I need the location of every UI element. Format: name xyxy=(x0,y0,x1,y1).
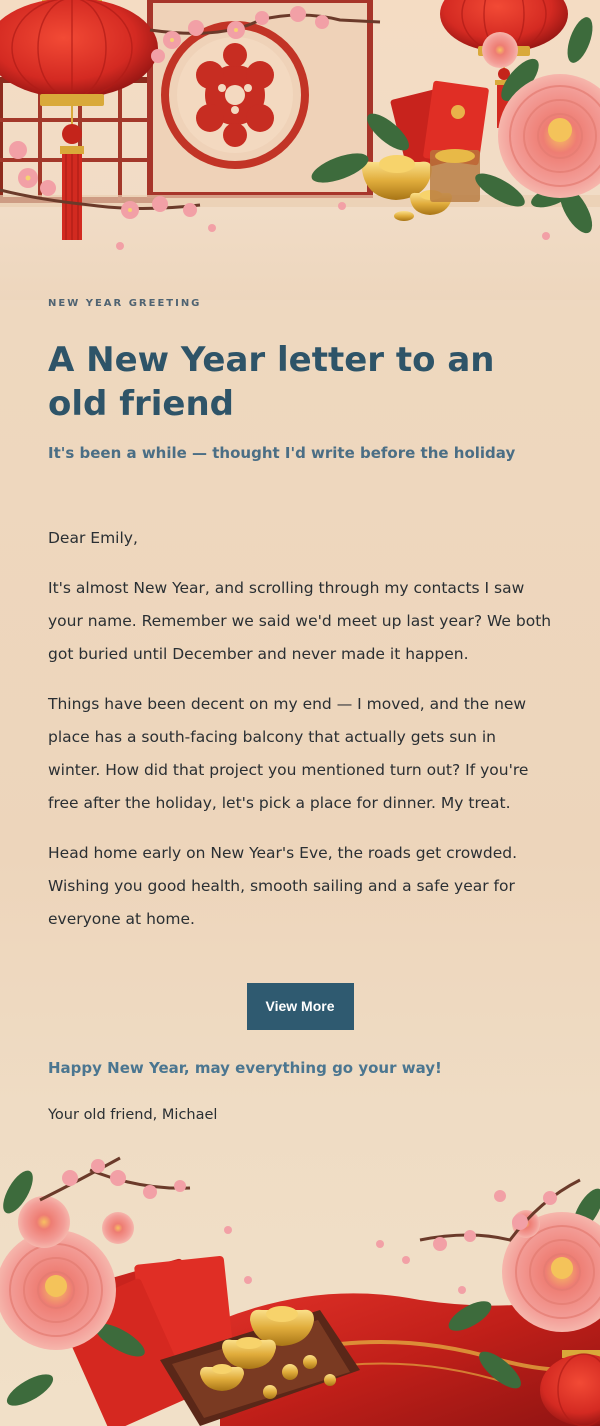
signoff: Your old friend, Michael xyxy=(48,1107,218,1123)
body-paragraph: It's almost New Year, and scrolling through my contacts I saw your name. Remember we said we'd meet up last year? We both got buried until December and never made it happen. xyxy=(48,579,552,663)
page-title: A New Year letter to an old friend xyxy=(48,340,495,424)
letter-body xyxy=(48,522,552,936)
closing-line: Happy New Year, may everything go your way! xyxy=(48,1059,442,1077)
greeting: Dear Emily, xyxy=(48,529,138,547)
body-paragraph: Things have been decent on my end — I moved, and the new place has a south-facing balcony that actually gets sun in winter. How did that project you mentioned turn out? If you're free after the holiday, let's pick a place for dinner. My treat. xyxy=(48,695,529,812)
email-content xyxy=(48,296,552,1126)
cta-container xyxy=(48,983,552,1030)
header-illustration xyxy=(0,0,600,300)
eyebrow-label: NEW YEAR GREETING xyxy=(48,298,202,309)
footer-illustration xyxy=(0,1140,600,1426)
subtitle: It's been a while — thought I'd write before the holiday xyxy=(48,444,516,462)
body-paragraph: Head home early on New Year's Eve, the roads get crowded. Wishing you good health, smooth sailing and a safe year for everyone at home. xyxy=(48,844,517,928)
view-more-button[interactable]: View More xyxy=(247,983,354,1030)
